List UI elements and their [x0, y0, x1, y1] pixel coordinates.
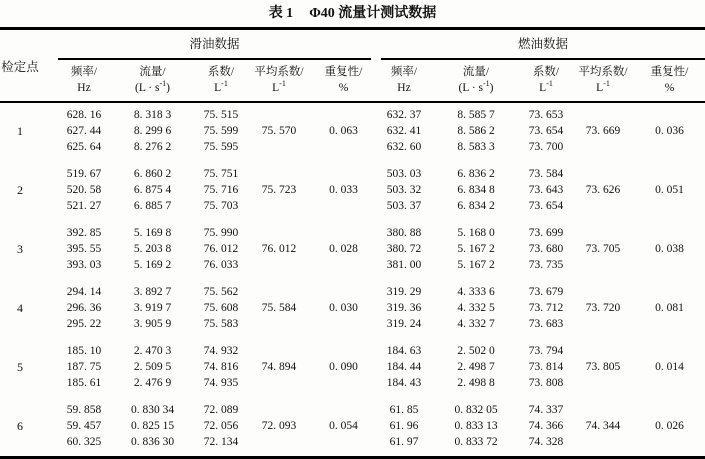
- lube-coef-cell: 75. 751: [203, 168, 239, 180]
- fuel-rep-cell: 0. 014: [655, 361, 684, 373]
- lube-flow-cell: 6. 885 7: [133, 200, 172, 212]
- table-caption-label: 表 1: [268, 6, 294, 21]
- fuel-avg-cell: 73. 720: [585, 302, 621, 314]
- lube-flow-cell: 8. 318 3: [133, 109, 172, 121]
- col-header-lube-coef: 系数/ $L^{-1}$: [195, 60, 247, 102]
- lube-freq-cell: 185. 61: [66, 377, 102, 389]
- fuel-freq-cell: 184. 63: [386, 345, 422, 357]
- col-header-fuel-freq: 频率/ Hz: [376, 60, 432, 102]
- lube-flow-cell: 5. 169 8: [133, 227, 172, 239]
- col-header-fuel-flow: 流量/ $(L \cdot s^{-1})$: [432, 60, 520, 102]
- lube-freq-cell: 628. 16: [66, 109, 102, 121]
- fuel-coef-cell: 73. 735: [528, 259, 564, 271]
- column-header-row: [0, 60, 705, 102]
- lube-freq-cell: 59. 858: [66, 404, 102, 416]
- fuel-flow-cell: 5. 167 2: [457, 243, 495, 255]
- lube-freq-cell: 625. 64: [66, 141, 102, 153]
- lube-flow-cell: 6. 860 2: [133, 168, 172, 180]
- fuel-rep-cell: 0. 026: [655, 420, 684, 432]
- lube-flow-cell: 0. 825 15: [130, 420, 175, 432]
- fuel-flow-cell: 4. 332 5: [457, 302, 495, 314]
- fuel-rep-cell: 0. 038: [655, 243, 684, 255]
- fuel-freq-cell: 319. 36: [386, 302, 422, 314]
- fuel-freq-cell: 380. 88: [386, 227, 422, 239]
- fuel-freq-cell: 184. 44: [386, 361, 422, 373]
- col-header-fuel-coef: 系数/ $L^{-1}$: [520, 60, 572, 102]
- data-row: [0, 107, 705, 123]
- lube-freq-cell: 187. 75: [66, 361, 102, 373]
- lube-coef-cell: 75. 595: [203, 141, 239, 153]
- lube-freq-cell: 60. 325: [66, 436, 102, 448]
- col-header-lube-flow: 流量/ $(L \cdot s^{-1})$: [110, 60, 195, 102]
- fuel-coef-cell: 73. 680: [528, 243, 564, 255]
- lube-freq-cell: 521. 27: [66, 200, 102, 212]
- fuel-coef-cell: 73. 699: [528, 227, 564, 239]
- point-cell: 3: [17, 242, 23, 256]
- lube-freq-cell: 294. 14: [66, 286, 102, 298]
- fuel-freq-cell: 61. 85: [389, 404, 419, 416]
- lube-coef-cell: 76. 012: [203, 243, 239, 255]
- fuel-rep-cell: 0. 081: [655, 302, 684, 314]
- measurement-table: [0, 27, 705, 459]
- data-row: [0, 402, 705, 418]
- lube-coef-cell: 75. 716: [203, 184, 239, 196]
- fuel-avg-cell: 73. 626: [585, 184, 621, 196]
- fuel-coef-cell: 74. 366: [528, 420, 564, 432]
- fuel-freq-cell: 319. 24: [386, 318, 422, 330]
- lube-coef-cell: 75. 583: [203, 318, 239, 330]
- fuel-flow-cell: 5. 168 0: [457, 227, 495, 239]
- fuel-flow-cell: 2. 498 8: [457, 377, 495, 389]
- col-header-fuel-rep: 重复性/ %: [634, 60, 705, 102]
- lube-freq-cell: 59. 457: [66, 420, 102, 432]
- spacer-row: [0, 332, 705, 343]
- point-cell: 4: [17, 301, 23, 315]
- fuel-coef-cell: 73. 794: [528, 345, 564, 357]
- group-header-fuel-label: 燃油数据: [381, 30, 705, 60]
- fuel-freq-cell: 319. 29: [386, 286, 422, 298]
- lube-coef-cell: 72. 134: [203, 436, 239, 448]
- lube-avg-cell: 75. 584: [261, 302, 297, 314]
- fuel-freq-cell: 61. 96: [389, 420, 419, 432]
- fuel-flow-cell: 0. 833 13: [454, 420, 498, 432]
- fuel-coef-cell: 73. 712: [528, 302, 564, 314]
- fuel-rep-cell: 0. 036: [655, 125, 684, 137]
- lube-flow-cell: 0. 830 34: [130, 404, 175, 416]
- spacer-row: [0, 214, 705, 225]
- col-header-lube-freq: 频率/ Hz: [58, 60, 110, 102]
- lube-coef-cell: 75. 515: [203, 109, 239, 121]
- fuel-flow-cell: 2. 498 7: [457, 361, 495, 373]
- lube-flow-cell: 5. 203 8: [133, 243, 172, 255]
- group-header-row: [0, 29, 705, 61]
- fuel-coef-cell: 73. 683: [528, 318, 564, 330]
- lube-flow-cell: 6. 875 4: [133, 184, 172, 196]
- group-header-fuel: [376, 29, 705, 61]
- fuel-flow-cell: 8. 585 7: [457, 109, 495, 121]
- lube-freq-cell: 392. 85: [66, 227, 102, 239]
- point-cell: 6: [17, 419, 23, 433]
- lube-coef-cell: 74. 935: [203, 377, 239, 389]
- lube-avg-cell: 72. 093: [261, 420, 297, 432]
- col-header-lube-rep: 重复性/ %: [311, 60, 376, 102]
- fuel-freq-cell: 503. 32: [386, 184, 422, 196]
- fuel-coef-cell: 73. 814: [528, 361, 564, 373]
- lube-rep-cell: 0. 063: [329, 125, 358, 137]
- table-caption-text: Φ40 流量计测试数据: [309, 6, 437, 21]
- fuel-coef-cell: 73. 700: [528, 141, 564, 153]
- lube-avg-cell: 74. 894: [261, 361, 297, 373]
- lube-coef-cell: 74. 932: [203, 345, 239, 357]
- lube-coef-cell: 75. 703: [203, 200, 239, 212]
- fuel-flow-cell: 6. 834 2: [457, 200, 495, 212]
- fuel-coef-cell: 73. 653: [528, 109, 564, 121]
- fuel-freq-cell: 632. 60: [386, 141, 422, 153]
- lube-freq-cell: 185. 10: [66, 345, 102, 357]
- lube-avg-cell: 75. 723: [261, 184, 297, 196]
- lube-coef-cell: 75. 990: [203, 227, 239, 239]
- lube-rep-cell: 0. 033: [329, 184, 358, 196]
- lube-rep-cell: 0. 030: [329, 302, 358, 314]
- spacer-row: [0, 155, 705, 166]
- point-cell: 2: [17, 183, 23, 197]
- fuel-coef-cell: 73. 584: [528, 168, 564, 180]
- lube-freq-cell: 627. 44: [66, 125, 102, 137]
- fuel-rep-cell: 0. 051: [655, 184, 684, 196]
- lube-coef-cell: 76. 033: [203, 259, 239, 271]
- lube-freq-cell: 520. 58: [66, 184, 102, 196]
- spacer-row: [0, 273, 705, 284]
- point-cell: 5: [17, 360, 23, 374]
- lube-freq-cell: 296. 36: [66, 302, 102, 314]
- lube-rep-cell: 0. 028: [329, 243, 358, 255]
- fuel-coef-cell: 73. 654: [528, 200, 564, 212]
- col-header-point: 检定点: [0, 29, 58, 103]
- lube-flow-cell: 2. 476 9: [133, 377, 172, 389]
- lube-coef-cell: 75. 599: [203, 125, 239, 137]
- group-header-lube-label: 滑油数据: [58, 30, 371, 60]
- table-caption: [0, 0, 705, 27]
- data-row: [0, 284, 705, 300]
- fuel-coef-cell: 73. 808: [528, 377, 564, 389]
- lube-freq-cell: 295. 22: [66, 318, 102, 330]
- lube-flow-cell: 3. 905 9: [133, 318, 172, 330]
- fuel-freq-cell: 632. 37: [386, 109, 422, 121]
- lube-flow-cell: 2. 509 5: [133, 361, 172, 373]
- data-row: [0, 166, 705, 182]
- fuel-flow-cell: 5. 167 2: [457, 259, 495, 271]
- lube-flow-cell: 8. 276 2: [133, 141, 172, 153]
- col-header-fuel-avg: 平均系数/ $L^{-1}$: [572, 60, 634, 102]
- lube-flow-cell: 2. 470 3: [133, 345, 172, 357]
- fuel-coef-cell: 73. 654: [528, 125, 564, 137]
- lube-freq-cell: 393. 03: [66, 259, 102, 271]
- fuel-freq-cell: 503. 03: [386, 168, 422, 180]
- col-header-lube-avg: 平均系数/ $L^{-1}$: [247, 60, 311, 102]
- lube-avg-cell: 75. 570: [261, 125, 297, 137]
- fuel-avg-cell: 74. 344: [585, 420, 621, 432]
- lube-flow-cell: 8. 299 6: [133, 125, 172, 137]
- lube-avg-cell: 76. 012: [261, 243, 297, 255]
- lube-rep-cell: 0. 090: [329, 361, 358, 373]
- lube-flow-cell: 3. 919 7: [133, 302, 172, 314]
- fuel-flow-cell: 6. 836 2: [457, 168, 495, 180]
- fuel-freq-cell: 184. 43: [386, 377, 422, 389]
- lube-flow-cell: 0. 836 30: [130, 436, 175, 448]
- fuel-coef-cell: 73. 643: [528, 184, 564, 196]
- fuel-freq-cell: 381. 00: [386, 259, 422, 271]
- fuel-flow-cell: 6. 834 8: [457, 184, 495, 196]
- fuel-freq-cell: 61. 97: [389, 436, 419, 448]
- fuel-flow-cell: 4. 333 6: [457, 286, 495, 298]
- spacer-row: [0, 450, 705, 458]
- data-row: [0, 343, 705, 359]
- fuel-flow-cell: 0. 832 05: [454, 404, 498, 416]
- fuel-freq-cell: 632. 41: [386, 125, 422, 137]
- lube-rep-cell: 0. 054: [329, 420, 358, 432]
- data-row: [0, 225, 705, 241]
- fuel-flow-cell: 0. 833 72: [454, 436, 498, 448]
- fuel-freq-cell: 503. 37: [386, 200, 422, 212]
- fuel-coef-cell: 73. 679: [528, 286, 564, 298]
- fuel-flow-cell: 4. 332 7: [457, 318, 495, 330]
- lube-coef-cell: 72. 056: [203, 420, 239, 432]
- fuel-freq-cell: 380. 72: [386, 243, 422, 255]
- lube-freq-cell: 519. 67: [66, 168, 102, 180]
- fuel-flow-cell: 2. 502 0: [457, 345, 495, 357]
- fuel-coef-cell: 74. 328: [528, 436, 564, 448]
- fuel-avg-cell: 73. 805: [585, 361, 621, 373]
- fuel-avg-cell: 73. 705: [585, 243, 621, 255]
- fuel-flow-cell: 8. 583 3: [457, 141, 495, 153]
- fuel-avg-cell: 73. 669: [585, 125, 621, 137]
- point-cell: 1: [17, 124, 23, 138]
- lube-coef-cell: 72. 089: [203, 404, 239, 416]
- lube-coef-cell: 75. 608: [203, 302, 239, 314]
- lube-flow-cell: 3. 892 7: [133, 286, 172, 298]
- lube-flow-cell: 5. 169 2: [133, 259, 172, 271]
- group-header-lube: [58, 29, 376, 61]
- spacer-row: [0, 391, 705, 402]
- lube-coef-cell: 74. 816: [203, 361, 239, 373]
- lube-coef-cell: 75. 562: [203, 286, 239, 298]
- fuel-flow-cell: 8. 586 2: [457, 125, 495, 137]
- lube-freq-cell: 395. 55: [66, 243, 102, 255]
- fuel-coef-cell: 74. 337: [528, 404, 564, 416]
